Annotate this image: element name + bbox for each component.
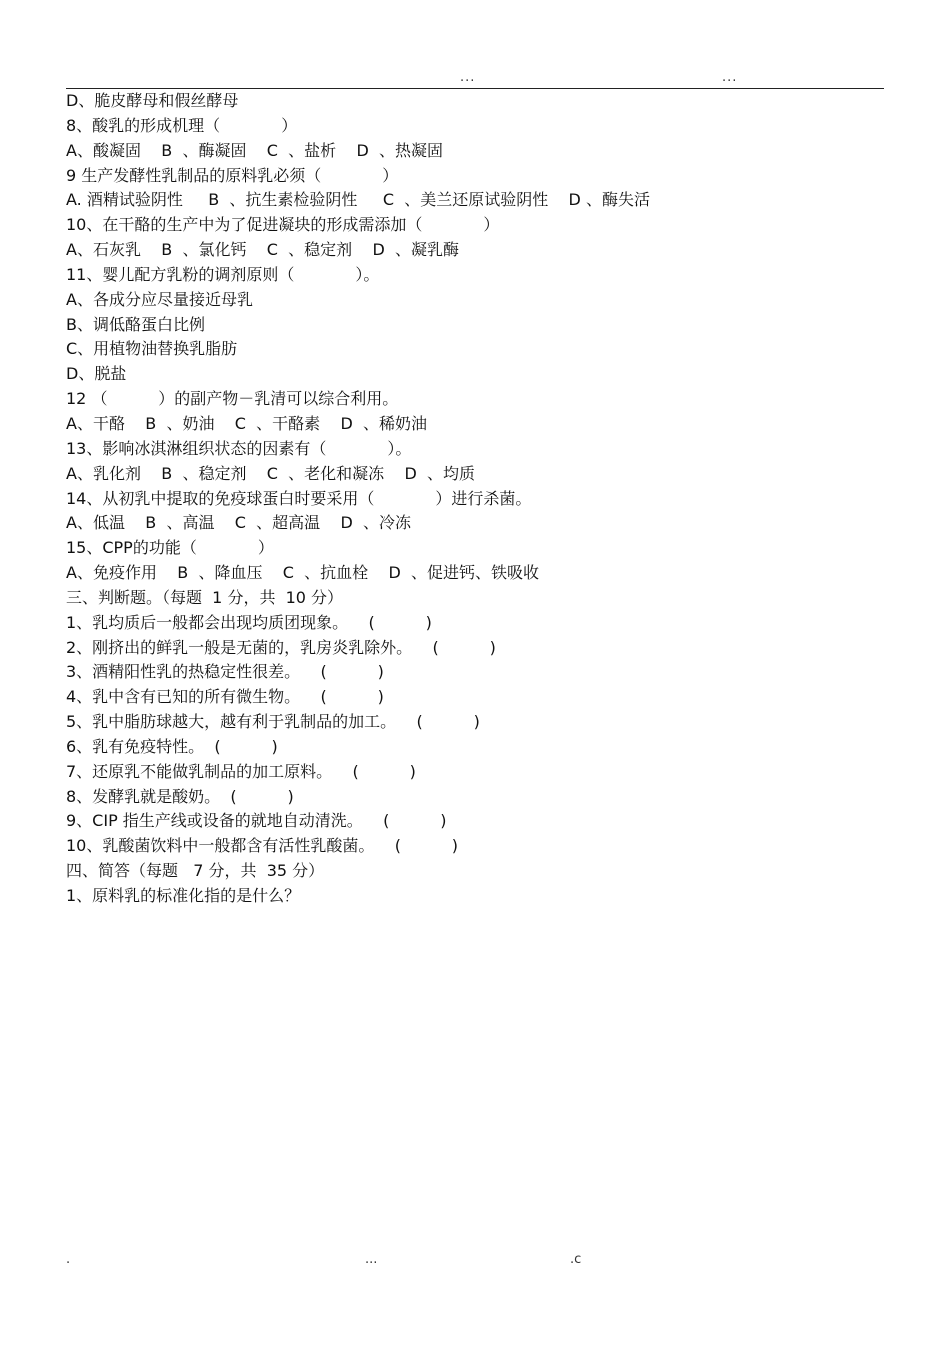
options-line: A、低温 B 、高温 C 、超高温 D 、冷冻 — [66, 513, 411, 533]
document-body — [66, 89, 884, 909]
section-heading: 四、简答（每题 7 分，共 35 分） — [66, 861, 325, 881]
question-line: 1、原料乳的标准化指的是什么？ — [66, 886, 301, 905]
judgment-item: 8、发酵乳就是酸奶。 ( ) — [66, 786, 294, 806]
question-line: 9 生产发酵性乳制品的原料乳必须（ ） — [66, 165, 399, 185]
judgment-item: 5、乳中脂肪球越大，越有利于乳制品的加工。 ( ) — [66, 712, 480, 732]
judgment-item: 6、乳有免疫特性。 ( ) — [66, 736, 278, 756]
judgment-item: 7、还原乳不能做乳制品的加工原料。 ( ) — [66, 761, 416, 781]
question-line: 10、在干酪的生产中为了促进凝块的形成需添加（ ） — [66, 215, 500, 235]
question-line: 11、婴儿配方乳粉的调剂原则（ ）。 — [66, 264, 380, 284]
question-line: 15、CPP的功能（ ） — [66, 538, 274, 558]
options-line: A、酸凝固 B 、酶凝固 C 、盐析 D 、热凝固 — [66, 140, 443, 160]
judgment-item: 1、乳均质后一般都会出现均质团现象。 ( ) — [66, 612, 432, 632]
option-line: C、用植物油替换乳脂肪 — [66, 339, 238, 359]
footer-mark-left: . — [66, 1252, 71, 1267]
judgment-item: 10、乳酸菌饮料中一般都含有活性乳酸菌。 ( ) — [66, 836, 459, 856]
question-line: 14、从初乳中提取的免疫球蛋白时要采用（ ）进行杀菌。 — [66, 488, 532, 508]
judgment-item: 9、CIP 指生产线或设备的就地自动清洗。 ( ) — [66, 811, 447, 831]
option-line: A、各成分应尽量接近母乳 — [66, 289, 253, 309]
option-line: D、脱盐 — [66, 364, 127, 384]
options-line: A、石灰乳 B 、氯化钙 C 、稳定剂 D 、凝乳酶 — [66, 240, 459, 260]
options-line: A、干酪 B 、奶油 C 、干酪素 D 、稀奶油 — [66, 413, 427, 433]
judgment-item: 4、乳中含有已知的所有微生物。 ( ) — [66, 687, 384, 707]
question-line: 13、影响冰淇淋组织状态的因素有（ ）。 — [66, 438, 412, 458]
header-mark-left: ... — [460, 70, 476, 85]
judgment-item: 2、刚挤出的鲜乳一般是无菌的，乳房炎乳除外。 ( ) — [66, 637, 496, 657]
options-line: A. 酒精试验阴性 B 、抗生素检验阴性 C 、美兰还原试验阴性 D 、酶失活 — [66, 190, 650, 210]
option-line: B、调低酪蛋白比例 — [66, 314, 205, 334]
footer-mark-center: ... — [365, 1252, 378, 1267]
question-line: 8、酸乳的形成机理（ ） — [66, 115, 298, 135]
options-line: A、免疫作用 B 、降血压 C 、抗血栓 D 、促进钙、铁吸收 — [66, 563, 539, 583]
text-line: D、脆皮酵母和假丝酵母 — [66, 91, 239, 110]
footer-mark-right: .c — [570, 1252, 582, 1267]
options-line: A、乳化剂 B 、稳定剂 C 、老化和凝冻 D 、均质 — [66, 463, 475, 483]
judgment-item: 3、酒精阳性乳的热稳定性很差。 ( ) — [66, 662, 384, 682]
section-heading: 三、判断题。（每题 1 分，共 10 分） — [66, 587, 344, 607]
header-mark-right: ... — [722, 70, 738, 85]
question-line: 12 （ ）的副产物－乳清可以综合利用。 — [66, 389, 399, 409]
